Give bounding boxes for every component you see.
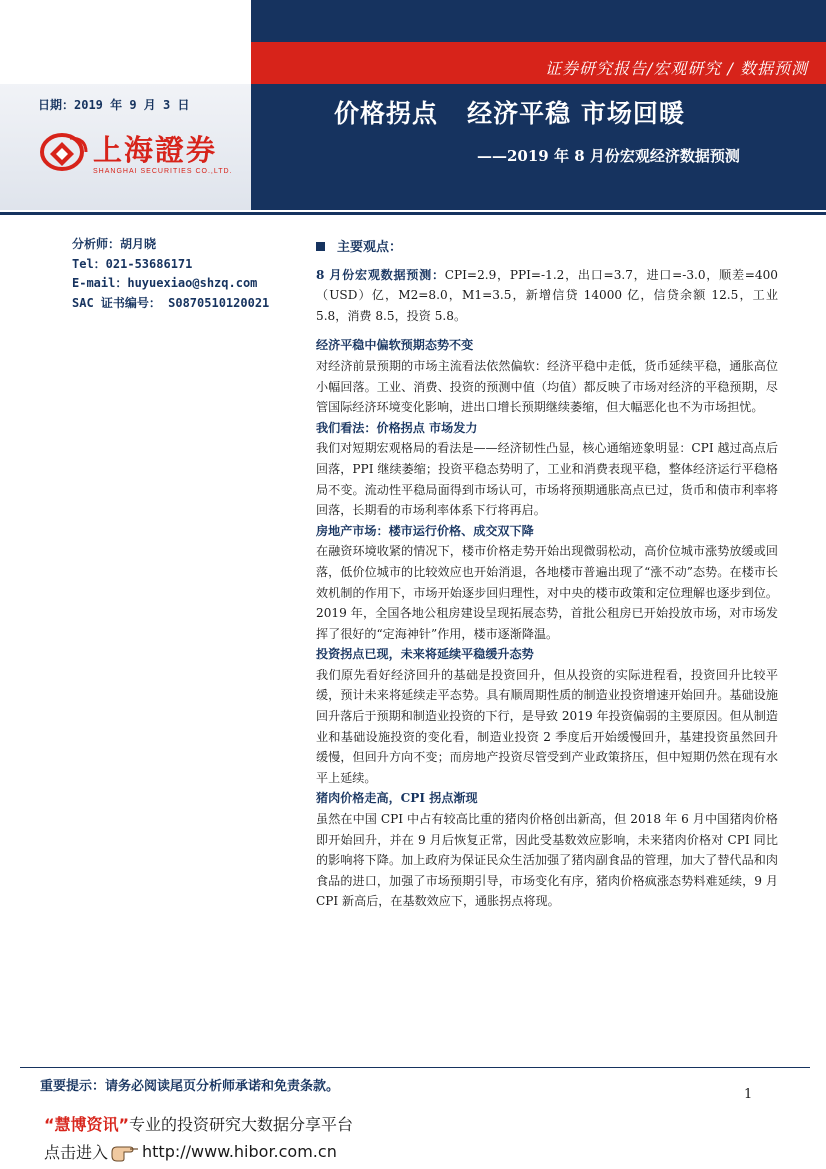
analyst-name: 分析师：胡月晓 (72, 237, 157, 251)
analyst-info (72, 235, 302, 313)
section-heading: 我们看法：价格拐点 市场发力 (316, 420, 478, 435)
analyst-sac-number: SAC 证书编号： S0870510120021 (72, 295, 270, 310)
section-body: 我们原先看好经济回升的基础是投资回升，但从投资的实际进程看，投资回升比较平缓，预计未来将延续走平态势。具有顺周期性质的制造业投资增速开始回升。基础设施回升落后于预期和制造业投资的下行，是导致 2019 年投资偏弱的主要原因。但从制造业和基础设施投资的变化看，制造业投资 2 季度后开始缓慢回升，基建投资虽然回升缓慢，但回升方向不变；而房地产投资尽管受到产业政策挤压，但中短期仍然在现有水平上延续。 (316, 667, 778, 785)
section-heading: 经济平稳中偏软预期态势不变 (316, 338, 474, 353)
analyst-email[interactable]: E-mail：huyuexiao@shzq.com (72, 276, 258, 290)
forecast-label: 8 月份宏观数据预测： (316, 267, 445, 282)
section-heading: 房地产市场：楼市运行价格、成交双下降 (316, 523, 534, 538)
main-points-heading: 主要观点： (316, 238, 778, 259)
promo-line (44, 1112, 353, 1135)
company-name-cn: 上海證券 (93, 133, 218, 167)
company-logo-icon (40, 132, 90, 172)
forecast-paragraph (316, 265, 778, 327)
report-title: 价格拐点 经济平稳 市场回暖 (334, 99, 685, 128)
analyst-tel: Tel：021-53686171 (72, 256, 193, 271)
disclaimer-notice: 重要提示：请务必阅读尾页分析师承诺和免责条款。 (40, 1079, 340, 1094)
section-body: 在融资环境收紧的情况下，楼市价格走势开始出现微弱松动，高价位城市涨势放缓或回落，低价位城市的比较效应也开始消退，各地楼市普遍出现了“涨不动”态势。在楼市长效机制的作用下，市场开始逐步回归理性，对中央的楼市政策和定位理解也逐步到位。2019 年，全国各地公租房建设呈现拓展态势，首批公租房已开始投放市场，对市场发挥了很好的“定海神针”作用，楼市逐渐降温。 (316, 544, 778, 641)
report-category: 证券研究报告/宏观研究 / 数据预测 (545, 59, 808, 78)
report-subtitle: ——2019 年 8 月份宏观经济数据预测 (477, 147, 740, 165)
promo-link-line (44, 1140, 337, 1163)
forecast-values: CPI=2.9，PPI=-1.2，出口=3.7，进口=-3.0，顺差=400（USD）亿，M2=8.0，M1=3.5，新增信贷 14000 亿，信贷余额 12.5，工业 5.8，消费 8.5，投资 5.8。 (316, 267, 778, 323)
section-body: 对经济前景预期的市场主流看法依然偏软：经济平稳中走低，货币延续平稳，通胀高位小幅回落。工业、消费、投资的预测中值（均值）都反映了市场对经济的平稳预期，尽管国际经济环境变化影响，进出口增长预期继续萎缩，但大幅恶化也不为市场担忧。 (316, 358, 778, 415)
section-heading: 投资拐点已现，未来将延续平稳缓升态势 (316, 647, 534, 662)
promo-url-link[interactable]: http://www.hibor.com.cn (142, 1142, 337, 1161)
header-divider (0, 212, 826, 215)
section-heading: 猪肉价格走高，CPI 拐点渐现 (316, 791, 478, 806)
report-date: 日期：2019 年 9 月 3 日 (38, 98, 190, 112)
promo-text: 专业的投资研究大数据分享平台 (129, 1115, 354, 1134)
page-number: 1 (744, 1087, 753, 1102)
section-body: 我们对短期宏观格局的看法是——经济韧性凸显，核心通缩迹象明显：CPI 越过高点后回落，PPI 继续萎缩；投资平稳态势明了，工业和消费表现平稳，整体经济运行平稳格局不变。流动性平稳局面得到市场认可，市场将预期通胀高点已过，货币和债市利率将回落，长期看的市场利率体系下行将再启。 (316, 441, 778, 518)
square-bullet-icon (316, 242, 325, 251)
promo-prefix: 点击进入 (44, 1143, 109, 1162)
pointing-hand-icon (110, 1141, 140, 1163)
footer-divider (20, 1067, 810, 1068)
main-content (316, 238, 778, 912)
section-body: 虽然在中国 CPI 中占有较高比重的猪肉价格创出新高，但 2018 年 6 月中国猪肉价格即开始回升，并在 9 月后恢复正常，因此受基数效应影响，未来猪肉价格对 CPI 同比的影响将下降。加上政府为保证民众生活加强了猪肉副食品的管理，加大了替代品和肉食品的进口，加强了市场预期引导，市场变化有序，猪肉价格疯涨态势料难延续，9 月 CPI 新高后，在基数效应下，通胀拐点将现。 (316, 812, 778, 909)
company-logo (40, 130, 245, 185)
promo-brand: “慧博资讯” (44, 1115, 130, 1134)
company-name-en: SHANGHAI SECURITIES CO.,LTD. (93, 168, 233, 175)
